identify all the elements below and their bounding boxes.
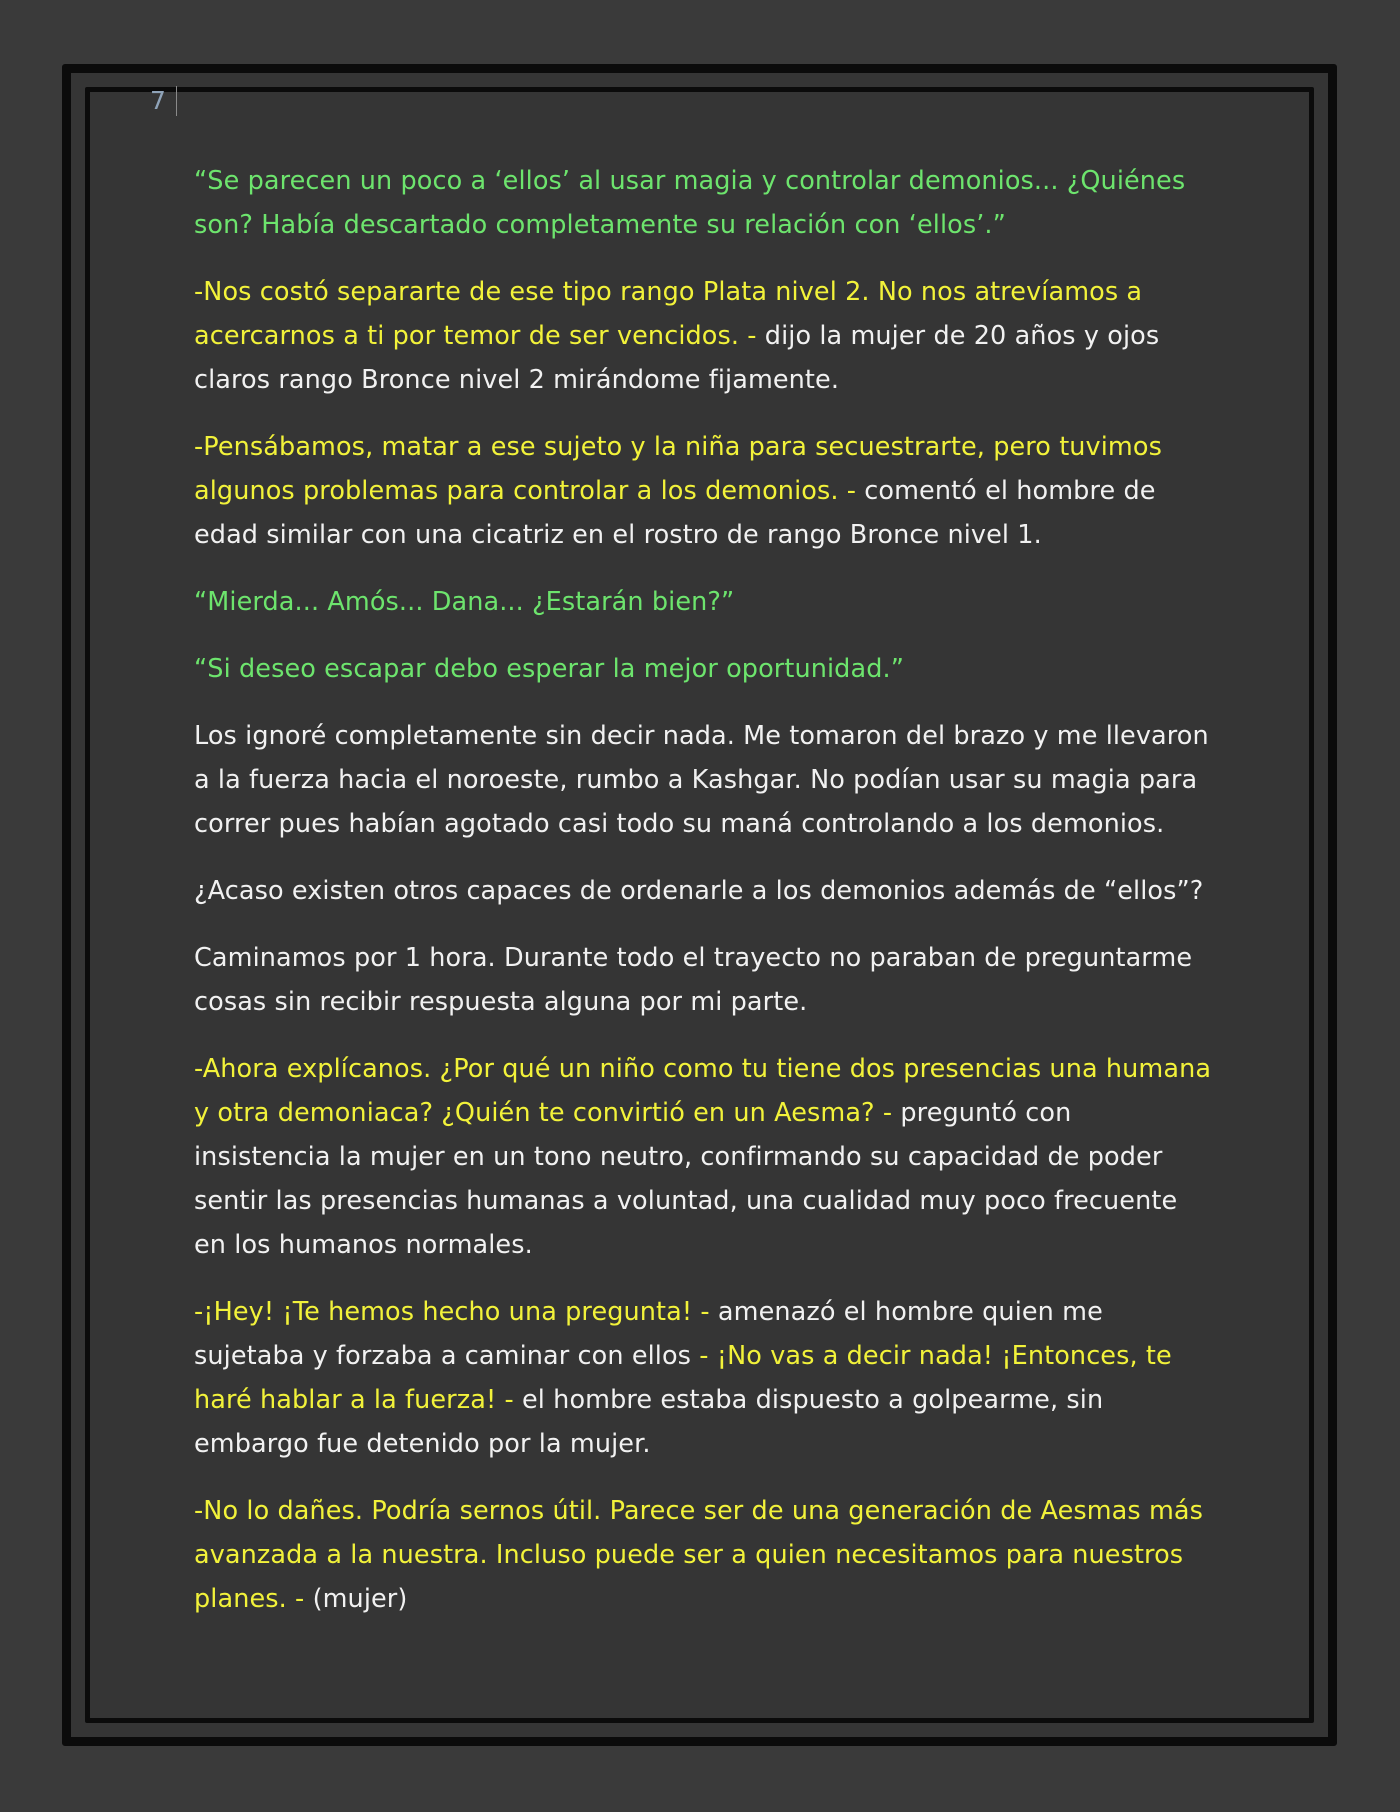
- narration-text: ¿Acaso existen otros capaces de ordenarle a los demonios además de “ellos”?: [194, 876, 1204, 906]
- thought-text: “Se parecen un poco a ‘ellos’ al usar magia y controlar demonios... ¿Quiénes son? Había descartado completamente su relación con ‘ellos’.”: [194, 166, 1186, 240]
- paragraph-11: [194, 1489, 1214, 1621]
- thought-text: “Si deseo escapar debo esperar la mejor oportunidad.”: [194, 654, 904, 684]
- dialogue-text: -Pensábamos, matar a ese sujeto y la niña para secuestrarte, pero tuvimos algunos problemas para controlar a los demonios. -: [194, 432, 1162, 506]
- paragraph-3: [194, 425, 1214, 557]
- paragraph-7: [194, 869, 1214, 913]
- dialogue-text: - ¡No vas a decir nada! ¡Entonces, te haré hablar a la fuerza! -: [194, 1341, 1172, 1415]
- dialogue-text: -Nos costó separarte de ese tipo rango Plata nivel 2. No nos atrevíamos a acercarnos a ti por temor de ser vencidos. -: [194, 277, 1143, 351]
- paragraph-4: [194, 580, 1214, 624]
- narration-text: comentó el hombre de edad similar con una cicatriz en el rostro de rango Bronce nivel 1.: [194, 476, 1156, 550]
- paragraph-9: [194, 1047, 1214, 1267]
- dialogue-text: -Ahora explícanos. ¿Por qué un niño como tu tiene dos presencias una humana y otra demoniaca? ¿Quién te convirtió en un Aesma? -: [194, 1054, 1212, 1128]
- narration-text: amenazó el hombre quien me sujetaba y forzaba a caminar con ellos: [194, 1297, 1103, 1371]
- paragraph-8: [194, 936, 1214, 1024]
- narration-text: (mujer): [312, 1584, 408, 1614]
- dialogue-text: -No lo dañes. Podría sernos útil. Parece ser de una generación de Aesmas más avanzada a la nuestra. Incluso puede ser a quien necesitamos para nuestros planes. -: [194, 1496, 1204, 1614]
- narration-text: el hombre estaba dispuesto a golpearme, sin embargo fue detenido por la mujer.: [194, 1385, 1104, 1459]
- paragraph-6: [194, 714, 1214, 846]
- narration-text: dijo la mujer de 20 años y ojos claros rango Bronce nivel 2 mirándome fijamente.: [194, 321, 1160, 395]
- narration-text: preguntó con insistencia la mujer en un tono neutro, confirmando su capacidad de poder sentir las presencias humanas a voluntad, una cualidad muy poco frecuente en los humanos normales.: [194, 1098, 1178, 1260]
- narration-text: Los ignoré completamente sin decir nada. Me tomaron del brazo y me llevaron a la fuerza hacia el noroeste, rumbo a Kashgar. No podían usar su magia para correr pues habían agotado casi todo su maná controlando a los demonios.: [194, 721, 1209, 839]
- paragraph-2: [194, 270, 1214, 402]
- narration-text: Caminamos por 1 hora. Durante todo el trayecto no paraban de preguntarme cosas sin recibir respuesta alguna por mi parte.: [194, 943, 1193, 1017]
- thought-text: “Mierda... Amós... Dana... ¿Estarán bien?”: [194, 587, 735, 617]
- dialogue-text: -¡Hey! ¡Te hemos hecho una pregunta! -: [194, 1297, 718, 1327]
- paragraph-5: [194, 647, 1214, 691]
- paragraph-10: [194, 1290, 1214, 1466]
- page-number: 7: [150, 86, 177, 116]
- paragraph-1: [194, 159, 1214, 247]
- story-text: [194, 159, 1214, 1644]
